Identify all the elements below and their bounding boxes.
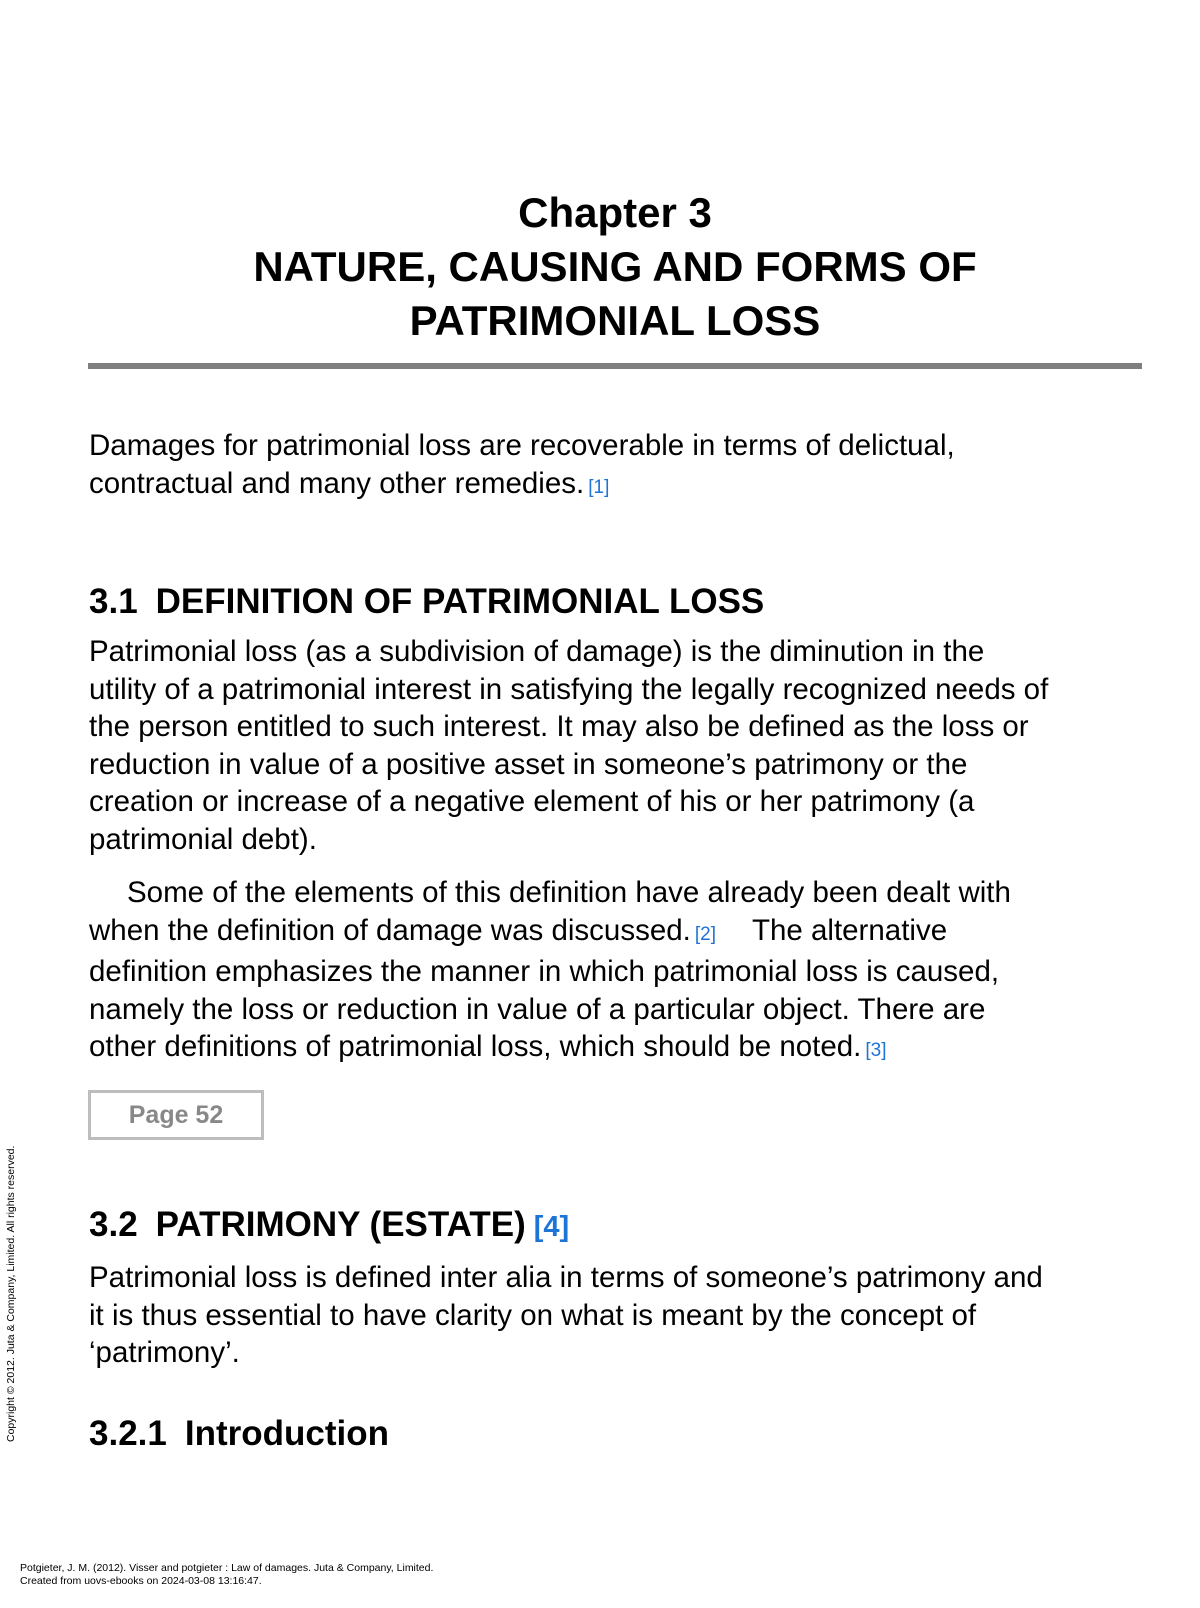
page-number-marker: Page 52 (88, 1090, 264, 1140)
intro-line-1: Damages for patrimonial loss are recoverable in terms of delictual, (89, 429, 955, 462)
chapter-title-line-1: NATURE, CAUSING AND FORMS OF (253, 243, 977, 290)
section-3-1-paragraph-2 (89, 874, 1149, 1070)
section-number: 3.2 (89, 1205, 138, 1244)
paragraph-line: namely the loss or reduction in value of a particular object. There are (89, 992, 986, 1026)
citation-line-2: Created from uovs-ebooks on 2024-03-08 13:16:47. (20, 1575, 262, 1587)
paragraph-line: patrimonial debt). (89, 822, 317, 856)
citation-footer (20, 1562, 433, 1588)
paragraph-line-text: The alternative (751, 913, 948, 947)
section-3-2-paragraph (89, 1259, 1149, 1372)
footnote-link-1[interactable]: [1] (588, 476, 610, 498)
footnote-link-2[interactable]: [2] (694, 923, 716, 945)
copyright-notice: Copyright © 2012. Juta & Company, Limited. All rights reserved. (5, 1145, 17, 1442)
paragraph-line: creation or increase of a negative element of his or her patrimony (a (89, 785, 975, 818)
paragraph-line (89, 1028, 1149, 1070)
intro-line-2 (89, 465, 1149, 507)
chapter-heading (88, 186, 1142, 348)
paragraph-line: utility of a patrimonial interest in satisfying the legally recognized needs of (89, 672, 1049, 706)
paragraph-line: ‘patrimony’. (89, 1336, 240, 1369)
paragraph-line (89, 912, 1149, 954)
paragraph-line: it is thus essential to have clarity on what is meant by the concept of (89, 1298, 977, 1332)
paragraph-line: Patrimonial loss (as a subdivision of damage) is the diminution in the (89, 635, 985, 668)
chapter-divider (88, 363, 1142, 369)
section-heading-3-2 (89, 1205, 569, 1247)
section-number: 3.2.1 (89, 1414, 167, 1453)
intro-line-2-text: contractual and many other remedies. (89, 466, 585, 500)
footnote-link-4[interactable]: [4] (533, 1211, 570, 1243)
paragraph-line: Patrimonial loss is defined inter alia in terms of someone’s patrimony and (89, 1261, 1043, 1294)
paragraph-line: reduction in value of a positive asset in someone’s patrimony or the (89, 747, 968, 781)
section-title: PATRIMONY (ESTATE) (155, 1205, 526, 1244)
section-heading-3-1 (89, 582, 764, 622)
chapter-label: Chapter 3 (518, 189, 712, 236)
section-3-1-paragraph-1 (89, 633, 1149, 858)
paragraph-line: definition emphasizes the manner in which patrimonial loss is caused, (89, 955, 1000, 988)
section-heading-3-2-1 (89, 1414, 389, 1454)
paragraph-line-text: when the definition of damage was discussed. (89, 913, 691, 947)
footnote-link-3[interactable]: [3] (865, 1040, 887, 1061)
chapter-title-line-2: PATRIMONIAL LOSS (409, 297, 821, 344)
section-title: DEFINITION OF PATRIMONIAL LOSS (155, 582, 765, 621)
paragraph-line: the person entitled to such interest. It may also be defined as the loss or (89, 710, 1029, 743)
section-title: Introduction (184, 1414, 389, 1453)
citation-line-1: Potgieter, J. M. (2012). Visser and potgieter : Law of damages. Juta & Company, Limited. (20, 1562, 434, 1574)
section-number: 3.1 (89, 582, 138, 621)
paragraph-line-text: other definitions of patrimonial loss, which should be noted. (89, 1030, 862, 1063)
intro-paragraph (89, 427, 1149, 506)
paragraph-line: Some of the elements of this definition have already been dealt with (127, 876, 1011, 909)
